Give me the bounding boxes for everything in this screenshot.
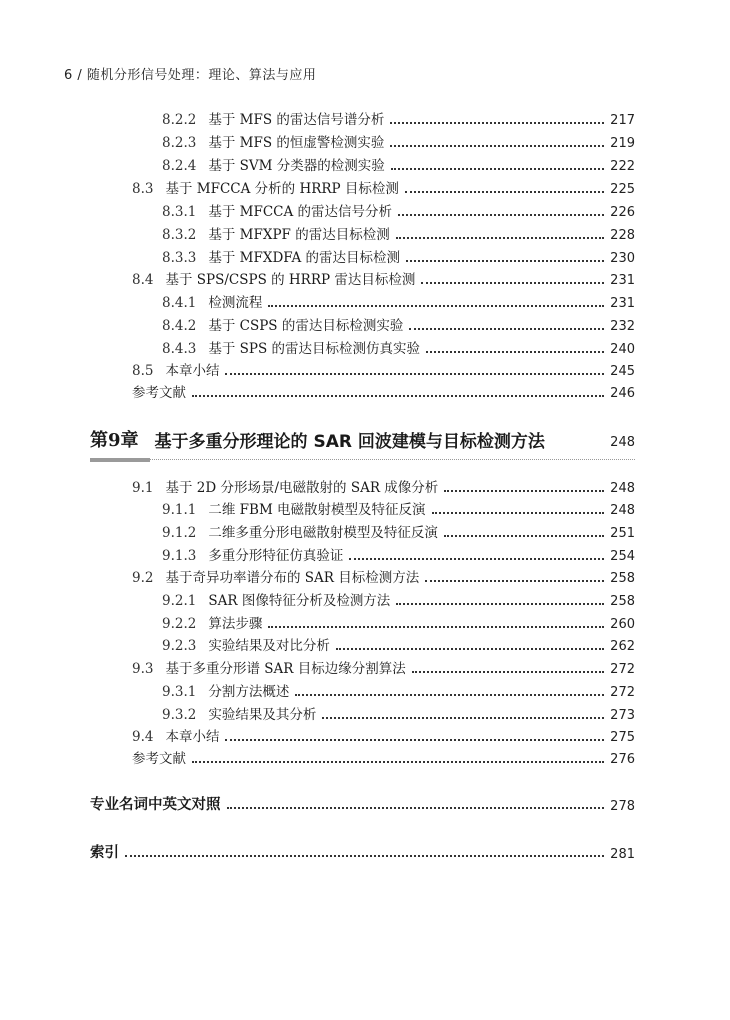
toc-entry[interactable]: 9.3.1 分割方法概述 272 — [162, 684, 635, 700]
toc-section-entry[interactable]: 8.4 基于 SPS/CSPS 的 HRRP 雷达目标检测 231 — [132, 272, 635, 288]
toc-entry[interactable]: 9.2.1 SAR 图像特征分析及检测方法 258 — [162, 593, 635, 609]
toc-entry[interactable]: 9.1.1 二维 FBM 电磁散射模型及特征反演 248 — [162, 502, 635, 518]
toc-entry[interactable]: 9.1.3 多重分形特征仿真验证 254 — [162, 548, 635, 564]
toc-entry[interactable]: 8.3.2 基于 MFXPF 的雷达目标检测 228 — [162, 227, 635, 243]
toc-section-entry[interactable]: 9.4 本章小结 275 — [132, 729, 635, 745]
toc-glossary-entry[interactable]: 专业名词中英文对照 278 — [90, 797, 635, 814]
toc-section-entry[interactable]: 9.3 基于多重分形谱 SAR 目标边缘分割算法 272 — [132, 661, 635, 677]
toc-entry[interactable]: 8.3.1 基于 MFCCA 的雷达信号分析 226 — [162, 204, 635, 220]
toc-entry[interactable]: 8.2.2 基于 MFS 的雷达信号谱分析 217 — [162, 112, 635, 128]
toc-section-entry[interactable]: 8.5 本章小结 245 — [132, 363, 635, 379]
chapter-heading[interactable] — [90, 426, 635, 452]
chapter-rule-accent — [90, 458, 150, 462]
chapter-rule — [150, 459, 635, 460]
toc-entry[interactable]: 9.3.2 实验结果及其分析 273 — [162, 707, 635, 723]
toc-entry[interactable]: 9.2.3 实验结果及对比分析 262 — [162, 638, 635, 654]
toc-entry[interactable]: 8.2.3 基于 MFS 的恒虚警检测实验 219 — [162, 135, 635, 151]
toc-section-entry[interactable]: 9.1 基于 2D 分形场景/电磁散射的 SAR 成像分析 248 — [132, 480, 635, 496]
running-head: 6 / 随机分形信号处理：理论、算法与应用 — [64, 68, 317, 83]
toc-references-entry[interactable]: 参考文献 246 — [132, 385, 635, 401]
chapter-label: 第9章 — [90, 430, 139, 451]
toc-references-entry[interactable]: 参考文献 276 — [132, 751, 635, 767]
chapter-title: 基于多重分形理论的 SAR 回波建模与目标检测方法 — [154, 432, 545, 452]
toc-section-entry[interactable]: 8.3 基于 MFCCA 分析的 HRRP 目标检测 225 — [132, 181, 635, 197]
toc-entry[interactable]: 8.4.3 基于 SPS 的雷达目标检测仿真实验 240 — [162, 341, 635, 357]
toc-index-entry[interactable]: 索引 281 — [90, 845, 635, 862]
chapter-page: 248 — [610, 435, 635, 450]
toc-entry[interactable]: 8.2.4 基于 SVM 分类器的检测实验 222 — [162, 158, 635, 174]
toc-entry[interactable]: 9.2.2 算法步骤 260 — [162, 616, 635, 632]
toc-entry[interactable]: 8.4.2 基于 CSPS 的雷达目标检测实验 232 — [162, 318, 635, 334]
toc-section-entry[interactable]: 9.2 基于奇异功率谱分布的 SAR 目标检测方法 258 — [132, 570, 635, 586]
toc-entry[interactable]: 9.1.2 二维多重分形电磁散射模型及特征反演 251 — [162, 525, 635, 541]
toc-entry[interactable]: 8.3.3 基于 MFXDFA 的雷达目标检测 230 — [162, 250, 635, 266]
toc-entry[interactable]: 8.4.1 检测流程 231 — [162, 295, 635, 311]
